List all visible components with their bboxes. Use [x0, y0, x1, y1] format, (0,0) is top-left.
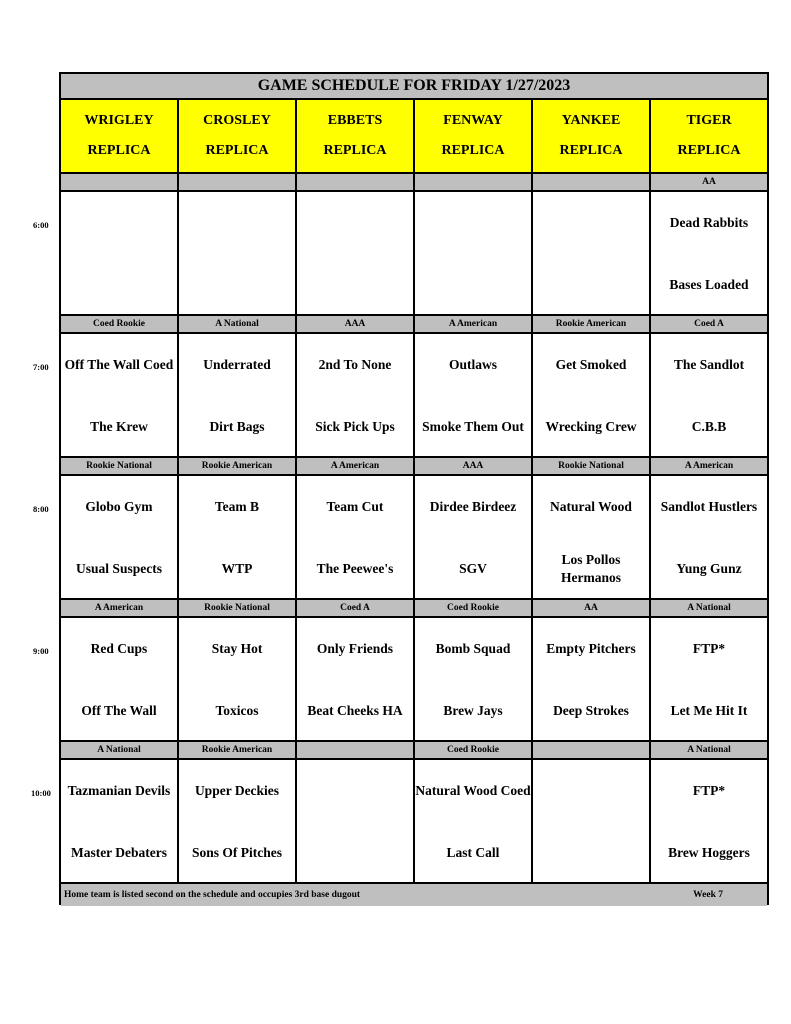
division-label: A National — [687, 745, 731, 755]
division-label: A American — [415, 316, 533, 332]
footer-note: Home team is listed second on the schedule and occupies 3rd base dugout — [64, 890, 361, 900]
away-team: Off The Wall Coed — [64, 357, 174, 372]
game-cell — [61, 476, 179, 598]
field-sub: REPLICA — [677, 143, 741, 158]
field-header-ebbets — [297, 100, 415, 172]
home-team: Toxicos — [215, 703, 259, 718]
home-team: Los Pollos Hermanos — [561, 552, 621, 585]
home-team: The Krew — [90, 419, 148, 434]
division-row — [61, 458, 767, 476]
home-team — [61, 265, 177, 305]
division-label — [179, 174, 297, 190]
game-cell — [297, 618, 415, 740]
division-label: AA — [702, 177, 716, 187]
division-label: Coed A — [297, 600, 415, 616]
home-team: Off The Wall — [81, 703, 157, 718]
time-label: 9:00 — [33, 646, 49, 656]
home-team: The Peewee's — [316, 561, 394, 576]
game-cell — [651, 760, 767, 882]
away-team: Natural Wood — [550, 499, 632, 514]
game-cell — [415, 192, 533, 314]
away-team — [297, 203, 413, 243]
away-team — [61, 203, 177, 243]
game-row — [61, 476, 767, 600]
division-label: A National — [687, 603, 731, 613]
away-team: Sandlot Hustlers — [660, 499, 758, 514]
home-team: Beat Cheeks HA — [307, 703, 403, 718]
field-sub: REPLICA — [441, 143, 505, 158]
home-team: C.B.B — [691, 419, 727, 434]
home-team: Master Debaters — [70, 845, 168, 860]
schedule-footer — [61, 884, 767, 906]
field-header-fenway — [415, 100, 533, 172]
game-row — [61, 618, 767, 742]
division-label — [415, 174, 533, 190]
division-label: Coed Rookie — [415, 742, 533, 758]
division-label: Rookie National — [533, 458, 651, 474]
game-cell — [533, 760, 651, 882]
away-team: Team Cut — [326, 499, 384, 514]
division-label — [297, 174, 415, 190]
home-team: Dirt Bags — [209, 419, 265, 434]
field-name: WRIGLEY — [84, 113, 154, 128]
division-label: A American — [61, 600, 179, 616]
game-cell — [651, 192, 767, 314]
time-label: 7:00 — [33, 362, 49, 372]
away-team: Natural Wood Coed — [415, 783, 531, 798]
field-sub: REPLICA — [323, 143, 387, 158]
away-team — [179, 203, 295, 243]
home-team: Bases Loaded — [669, 277, 749, 292]
game-cell — [297, 334, 415, 456]
game-cell — [533, 476, 651, 598]
game-cell — [179, 192, 297, 314]
game-cell — [533, 618, 651, 740]
away-team: Outlaws — [448, 357, 497, 372]
division-row — [61, 316, 767, 334]
field-name: YANKEE — [561, 113, 621, 128]
away-team: FTP* — [692, 641, 726, 656]
time-slots — [61, 174, 767, 884]
away-team: FTP* — [692, 783, 726, 798]
field-sub: REPLICA — [87, 143, 151, 158]
field-sub: REPLICA — [559, 143, 623, 158]
away-team: The Sandlot — [673, 357, 745, 372]
division-label: AAA — [415, 458, 533, 474]
week-label: Week 7 — [693, 890, 723, 900]
game-cell — [651, 618, 767, 740]
game-cell — [61, 760, 179, 882]
home-team — [297, 833, 413, 873]
home-team — [533, 833, 649, 873]
game-cell — [415, 760, 533, 882]
away-team — [533, 771, 649, 811]
away-team: Only Friends — [316, 641, 394, 656]
game-row — [61, 192, 767, 316]
field-header-yankee — [533, 100, 651, 172]
division-label — [533, 174, 651, 190]
home-team: Brew Hoggers — [668, 845, 750, 860]
division-label: AAA — [297, 316, 415, 332]
away-team: Globo Gym — [85, 499, 153, 514]
game-cell — [61, 192, 179, 314]
away-team: Dirdee Birdeez — [429, 499, 517, 514]
game-cell — [415, 334, 533, 456]
division-row — [61, 174, 767, 192]
division-label: Rookie American — [179, 458, 297, 474]
division-label: A American — [684, 461, 734, 471]
field-name: FENWAY — [443, 113, 503, 128]
away-team: Get Smoked — [555, 357, 627, 372]
home-team: Usual Suspects — [76, 561, 162, 576]
home-team — [533, 265, 649, 305]
away-team — [415, 203, 531, 243]
away-team: Upper Deckies — [194, 783, 280, 798]
home-team: Sons Of Pitches — [191, 845, 282, 860]
home-team — [415, 265, 531, 305]
game-cell — [297, 192, 415, 314]
game-cell — [533, 192, 651, 314]
away-team: 2nd To None — [318, 357, 392, 372]
home-team: Wrecking Crew — [545, 419, 637, 434]
game-cell — [61, 618, 179, 740]
away-team: Team B — [214, 499, 260, 514]
home-team: SGV — [459, 561, 487, 576]
home-team — [297, 265, 413, 305]
schedule-table — [59, 72, 769, 905]
home-team: Brew Jays — [443, 703, 503, 718]
game-cell — [61, 334, 179, 456]
time-label: 8:00 — [33, 504, 49, 514]
field-header-crosley — [179, 100, 297, 172]
time-label: 10:00 — [31, 788, 51, 798]
field-sub: REPLICA — [205, 143, 269, 158]
home-team: Deep Strokes — [553, 703, 629, 718]
division-label — [297, 742, 415, 758]
home-team: Let Me Hit It — [670, 703, 748, 718]
game-cell — [179, 334, 297, 456]
away-team: Empty Pitchers — [546, 641, 636, 656]
division-label: A National — [179, 316, 297, 332]
away-team: Dead Rabbits — [669, 215, 749, 230]
division-label: AA — [533, 600, 651, 616]
away-team: Bomb Squad — [435, 641, 511, 656]
game-row — [61, 334, 767, 458]
game-cell — [415, 476, 533, 598]
home-team: WTP — [221, 561, 253, 576]
game-cell — [179, 476, 297, 598]
division-row — [61, 742, 767, 760]
game-cell — [415, 618, 533, 740]
game-cell — [179, 618, 297, 740]
field-name: TIGER — [686, 113, 732, 128]
game-row — [61, 760, 767, 884]
division-label: Coed Rookie — [61, 316, 179, 332]
field-header-row — [61, 100, 767, 174]
division-label: Coed A — [694, 319, 724, 329]
field-header-wrigley — [61, 100, 179, 172]
away-team: Red Cups — [90, 641, 148, 656]
game-cell — [297, 476, 415, 598]
division-label: Rookie National — [61, 458, 179, 474]
division-row — [61, 600, 767, 618]
time-label: 6:00 — [33, 220, 49, 230]
division-label: A American — [297, 458, 415, 474]
field-name: CROSLEY — [203, 113, 271, 128]
away-team — [297, 771, 413, 811]
away-team: Stay Hot — [211, 641, 263, 656]
field-name: EBBETS — [327, 113, 383, 128]
division-label: Rookie National — [179, 600, 297, 616]
home-team: Smoke Them Out — [422, 419, 524, 434]
home-team: Last Call — [446, 845, 500, 860]
game-cell — [651, 334, 767, 456]
field-header-tiger — [651, 100, 767, 172]
home-team: Yung Gunz — [676, 561, 742, 576]
division-label: Rookie American — [533, 316, 651, 332]
division-label — [533, 742, 651, 758]
game-cell — [297, 760, 415, 882]
division-label: Rookie American — [179, 742, 297, 758]
game-cell — [179, 760, 297, 882]
away-team — [533, 203, 649, 243]
schedule-title: GAME SCHEDULE FOR FRIDAY 1/27/2023 — [61, 74, 767, 100]
division-label: Coed Rookie — [415, 600, 533, 616]
away-team: Tazmanian Devils — [67, 783, 171, 798]
division-label: A National — [61, 742, 179, 758]
game-cell — [533, 334, 651, 456]
division-label — [61, 174, 179, 190]
home-team — [179, 265, 295, 305]
away-team: Underrated — [203, 357, 271, 372]
home-team: Sick Pick Ups — [315, 419, 395, 434]
game-cell — [651, 476, 767, 598]
